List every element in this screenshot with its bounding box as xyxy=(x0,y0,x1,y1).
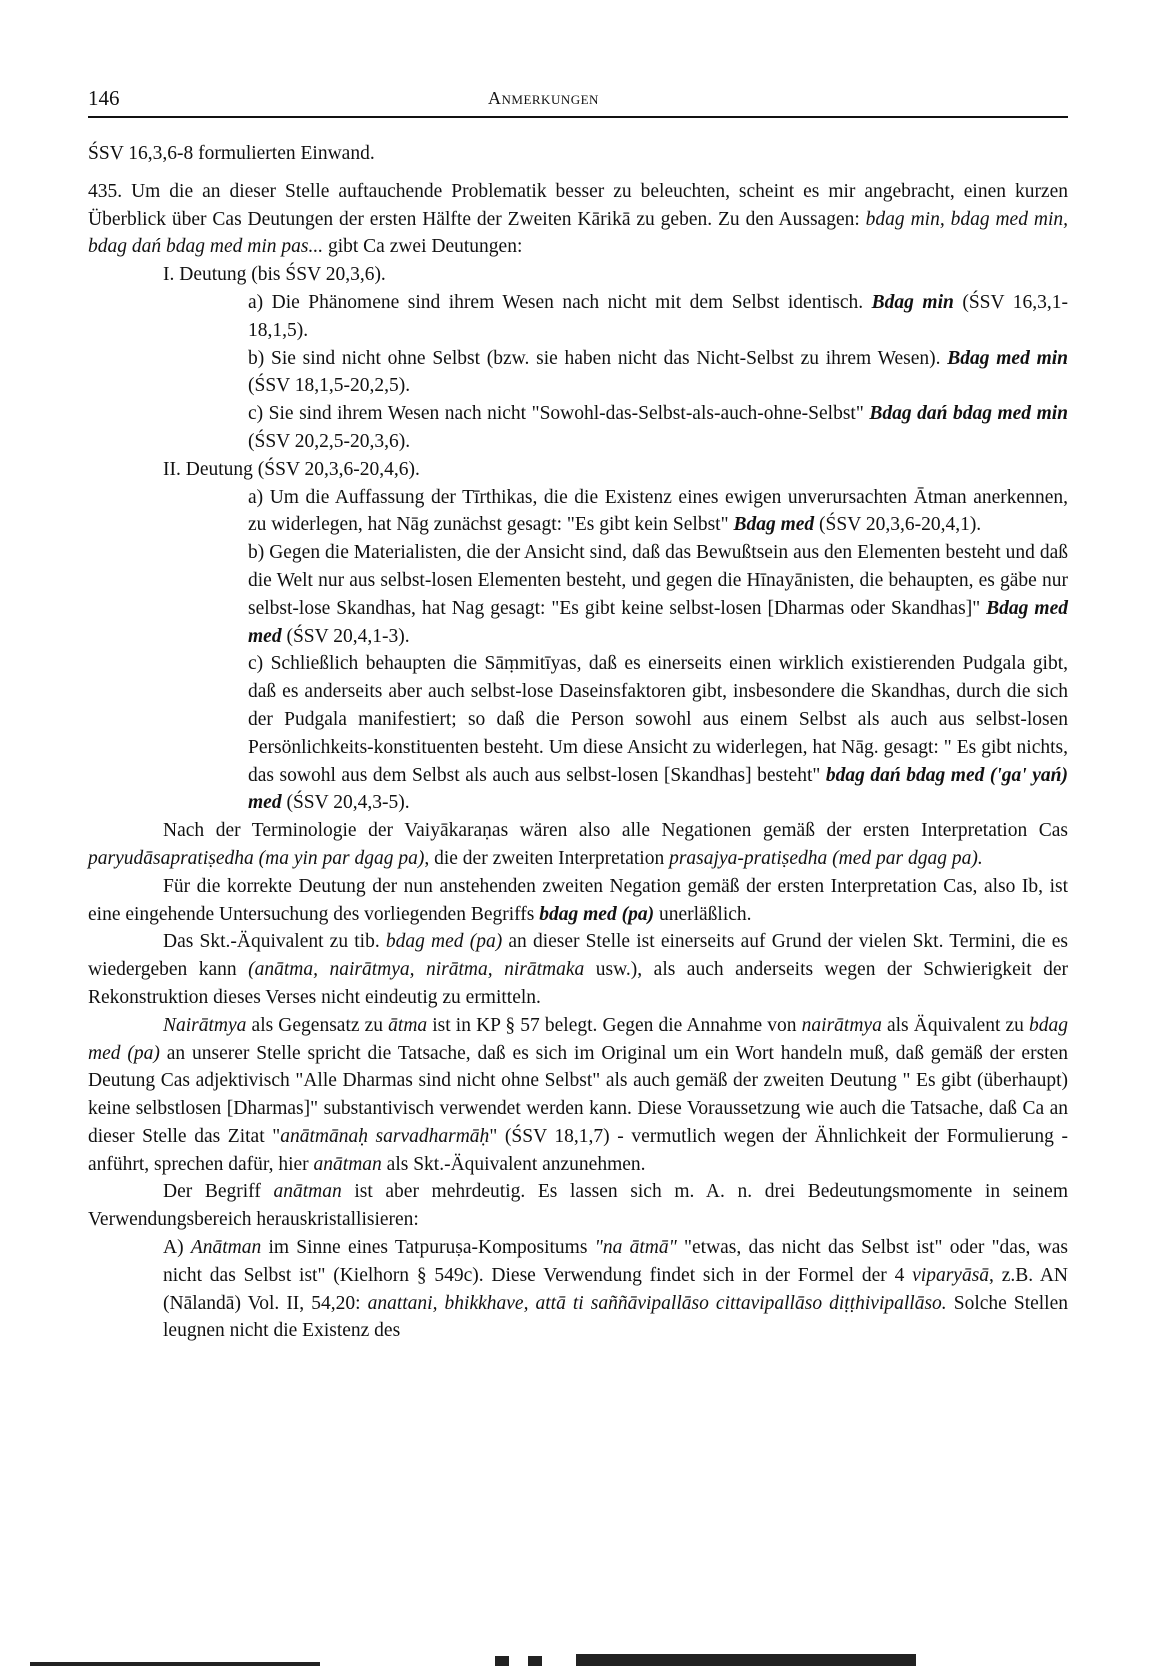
paragraph-nairatmya: Nairātmya als Gegensatz zu ātma ist in KP § 57 belegt. Gegen die Annahme von nairātmya als Äquivalent zu bdag med (pa) an unserer Stelle spricht die Tatsache, daß es sich im Original um ein Wort handeln muß, daß gemäß der ersten Deutung Cas adjektivisch "Alle Dharmas sind nicht ohne Selbst" als auch gemäß der zweiten Deutung " Es gibt (überhaupt) keine selbstlosen [Dharmas]" substantivisch verwendet werden kann. Diese Voraussetzung wie auch die Tatsache, daß Ca an dieser Stelle das Zitat "anātmānaḥ sarvadharmāḥ" (ŚSV 18,1,7) - vermutlich wegen der Ähnlichkeit der Formulierung - anführt, sprechen dafür, hier anātman als Skt.-Äquivalent anzunehmen. xyxy=(88,1014,1069,1175)
note-435: 435. Um die an dieser Stelle auftauchende Problematik besser zu beleuchten, scheint es mir angebracht, einen kurzen Überblick über Cas Deutungen der ersten Hälfte der Zweiten Kārikā zu geben. Zu den Aussagen: bdag min, bdag med min, bdag dań bdag med min pas... gibt Ca zwei Deutungen: xyxy=(88,180,1068,258)
paragraph-a-anatman: A) Anātman im Sinne eines Tatpuruṣa-Kompositums "na ātmā" "etwas, das nicht das Selbst ist" oder "das, was nicht das Selbst ist" (Kielhorn § 549c). Diese Verwendung findet sich in der Formel der 4 viparyāsā, z.B. AN (Nālandā) Vol. II, 54,20: anattani, bhikkhave, attā ti saññāvipallāso cittavipallāso diṭṭhivipallāso. Solche Stellen leugnen nicht die Existenz des xyxy=(163,1237,1069,1342)
page-header xyxy=(88,80,1068,118)
paragraph-terminology: Nach der Terminologie der Vaiyākaraṇas wären also alle Negationen gemäß der ersten Interpretation Cas paryudāsapratiṣedha (ma yin par dgag pa), die der zweiten Interpretation prasajya-pratiṣedha (med par dgag pa). xyxy=(88,820,1068,869)
deutung-1c: c) Sie sind ihrem Wesen nach nicht "Sowohl-das-Selbst-als-auch-ohne-Selbst" Bdag dań bdag med min (ŚSV 20,2,5-20,3,6). xyxy=(248,403,1068,452)
paragraph: ŚSV 16,3,6-8 formulierten Einwand. xyxy=(88,143,375,164)
deutung-2c: c) Schließlich behaupten die Sāṃmitīyas, daß es einerseits einen wirklich existierenden Pudgala gibt, daß es anderseits aber auch selbst-lose Daseinsfaktoren gibt, insbesondere die Skandhas, durch die sich der Pudgala manifestiert; so daß die Person sowohl aus einem Selbst als auch aus selbst-losen Persönlichkeits-konstituenten besteht. Um diese Ansicht zu widerlegen, hat Nāg. gesagt: " Es gibt nichts, das sowohl aus dem Selbst als auch aus selbst-losen [Skandhas] besteht" bdag dań bdag med ('ga' yań) med (ŚSV 20,4,3-5). xyxy=(248,653,1068,814)
paragraph-deutung: Für die korrekte Deutung der nun anstehenden zweiten Negation gemäß der ersten Interpretation Cas, also Ib, ist eine eingehende Untersuchung des vorliegenden Begriffs bdag med (pa) unerläßlich. xyxy=(88,875,1068,925)
page xyxy=(88,80,1068,1345)
deutung-1a: a) Die Phänomene sind ihrem Wesen nach nicht mit dem Selbst identisch. Bdag min (ŚSV 16,3,1-18,1,5). xyxy=(248,291,1068,341)
scan-bar xyxy=(495,1656,509,1666)
running-title: Anmerkungen xyxy=(488,88,599,108)
deutung-1b: b) Sie sind nicht ohne Selbst (bzw. sie haben nicht das Nicht-Selbst zu ihrem Wesen). Bdag med min (ŚSV 18,1,5-20,2,5). xyxy=(248,347,1069,397)
paragraph-skt-aequivalent: Das Skt.-Äquivalent zu tib. bdag med (pa) an dieser Stelle ist einerseits auf Grund der vielen Skt. Termini, die es wiedergeben kann (anātma, nairātmya, nirātma, nirātmaka usw.), als auch anderseits wegen der Schwierigkeit der Rekonstruktion dieses Verses nicht eindeutig zu ermitteln. xyxy=(88,931,1068,1008)
page-body xyxy=(88,140,1068,1345)
deutung-1-heading: I. Deutung (bis ŚSV 20,3,6). xyxy=(163,264,386,286)
scan-bar xyxy=(528,1656,542,1666)
deutung-2-heading: II. Deutung (ŚSV 20,3,6-20,4,6). xyxy=(163,458,420,480)
page-number: 146 xyxy=(88,86,120,110)
deutung-2a: a) Um die Auffassung der Tīrthikas, die die Existenz eines ewigen unverursachten Ātman anerkennen, zu widerlegen, hat Nāg zunächst gesagt: "Es gibt kein Selbst" Bdag med (ŚSV 20,3,6-20,4,1). xyxy=(248,486,1068,536)
scan-footer-artifacts xyxy=(0,1636,1169,1672)
scan-bar xyxy=(30,1662,320,1666)
paragraph-anatman: Der Begriff anātman ist aber mehrdeutig. Es lassen sich m. A. n. drei Bedeutungsmomente in seinem Verwendungsbereich herauskristallisieren: xyxy=(88,1181,1068,1231)
deutung-2b: b) Gegen die Materialisten, die der Ansicht sind, daß das Bewußtsein aus den Elementen besteht und daß die Welt nur aus selbst-losen Elementen besteht, und gegen die Hīnayānisten, die behaupten, es gäbe nur selbst-lose Skandhas, hat Nag gesagt: "Es gibt keine selbst-losen [Dharmas oder Skandhas]" Bdag med med (ŚSV 20,4,1-3). xyxy=(248,542,1068,647)
scan-bar xyxy=(576,1654,916,1666)
